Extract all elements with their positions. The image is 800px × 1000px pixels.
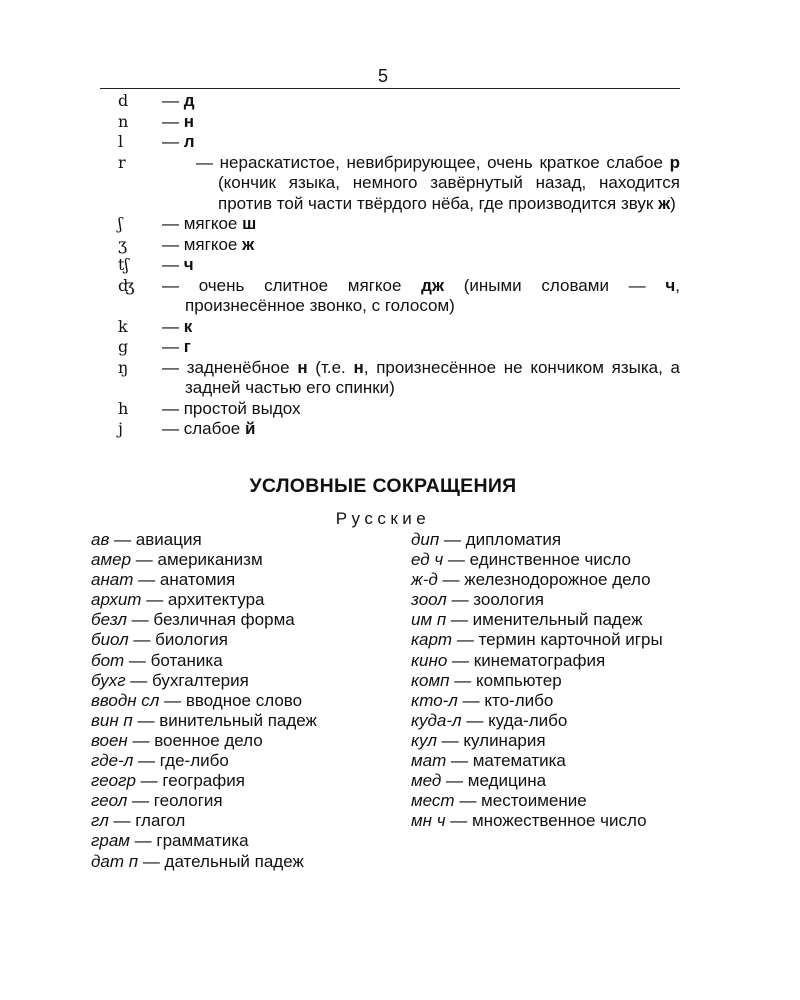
abbreviation-entry xyxy=(91,711,381,731)
abbreviation-entry xyxy=(411,570,686,590)
abbreviation: кино xyxy=(411,650,448,670)
abbreviation-entry xyxy=(411,771,686,791)
abbreviation-entry xyxy=(91,731,381,751)
abbreviation: архит xyxy=(91,590,142,610)
abbreviation-entry xyxy=(91,771,381,791)
abbreviation-meaning: кулинария xyxy=(463,730,546,750)
abbreviation-entry xyxy=(91,691,381,711)
abbreviation-meaning: местоимение xyxy=(481,791,587,811)
abbreviation-entry xyxy=(91,530,381,550)
dash-separator: — xyxy=(447,650,474,670)
phonetic-symbol: h xyxy=(118,398,129,418)
phonetic-description xyxy=(162,399,680,420)
abbreviation: им п xyxy=(411,610,447,630)
abbreviation-entry xyxy=(91,570,381,590)
abbreviation-entry xyxy=(411,711,686,731)
abbreviation-meaning: американизм xyxy=(157,550,263,570)
dash-separator: — xyxy=(127,730,155,750)
abbreviation-meaning: ботаника xyxy=(150,650,223,670)
description-text: , произнесённое не кончиком языка, а задней частью его спинки) xyxy=(185,357,681,397)
abbreviation: безл xyxy=(91,610,127,630)
dash-separator: — xyxy=(446,751,473,771)
description-text: , произнесённое звонко, с голосом) xyxy=(185,275,680,315)
abbreviation: мед xyxy=(411,771,442,791)
abbreviation-entry xyxy=(411,590,686,610)
dash-separator: — xyxy=(125,670,153,690)
phonetic-row xyxy=(118,91,680,112)
phonetic-description xyxy=(162,235,680,256)
russian-letter: г xyxy=(183,337,191,356)
phonetic-row xyxy=(118,317,680,338)
dash-separator: — xyxy=(127,791,154,811)
abbreviation-meaning: термин карточной игры xyxy=(478,630,663,650)
phonetic-description xyxy=(162,276,680,317)
phonetic-symbol: n xyxy=(118,111,129,131)
abbreviation-meaning: единственное число xyxy=(469,550,631,570)
phonetic-row xyxy=(118,419,680,440)
dash-separator: — xyxy=(108,811,136,831)
abbreviation-entry xyxy=(91,550,381,570)
abbreviation-meaning: куда-либо xyxy=(488,710,568,730)
abbreviation-meaning: математика xyxy=(472,751,566,771)
abbreviation: ав xyxy=(91,530,110,549)
abbreviation-entry xyxy=(411,811,686,831)
description-text: — xyxy=(162,91,184,110)
phonetic-symbol: tʃ xyxy=(118,255,129,274)
dash-separator: — xyxy=(443,550,470,570)
russian-letter: ч xyxy=(183,255,194,274)
dash-separator: — xyxy=(133,570,160,590)
phonetic-symbol: ʒ xyxy=(118,234,128,254)
dash-separator: — xyxy=(129,831,157,851)
dash-separator: — xyxy=(452,630,479,650)
description-text: — мягкое xyxy=(162,234,243,254)
phonetic-row xyxy=(118,399,680,420)
abbreviation: ед ч xyxy=(411,550,444,570)
abbreviation: кул xyxy=(411,730,437,750)
abbreviation-entry xyxy=(91,831,381,851)
abbreviation: грам xyxy=(91,831,130,851)
abbreviation-entry xyxy=(411,530,686,550)
description-text: — xyxy=(162,132,184,151)
abbreviation-meaning: авиация xyxy=(135,530,202,549)
russian-letter: р xyxy=(669,152,680,172)
phonetic-row xyxy=(118,235,680,256)
section-title: УСЛОВНЫЕ СОКРАЩЕНИЯ xyxy=(249,475,517,497)
abbreviation: мат xyxy=(411,751,447,771)
abbreviation-entry xyxy=(411,550,686,570)
dash-separator: — xyxy=(128,630,156,650)
phonetic-symbol: d xyxy=(118,91,129,110)
russian-letter: ш xyxy=(242,214,257,233)
abbreviation-meaning: география xyxy=(162,771,245,791)
dash-separator: — xyxy=(437,570,465,590)
description-text: — мягкое xyxy=(162,214,243,233)
russian-letter: н xyxy=(353,357,364,377)
dash-separator: — xyxy=(138,851,165,871)
abbreviation-meaning: именительный падеж xyxy=(472,610,643,630)
phonetic-row xyxy=(118,112,680,133)
abbreviation-entry xyxy=(91,610,381,630)
abbreviation-meaning: биология xyxy=(155,630,228,650)
phonetic-description xyxy=(162,358,680,399)
russian-letter: л xyxy=(183,132,195,151)
russian-letter: дж xyxy=(421,275,444,295)
abbreviation: гл xyxy=(91,811,109,831)
abbreviation: амер xyxy=(91,550,132,570)
phonetic-description xyxy=(162,91,680,112)
dash-separator: — xyxy=(441,771,468,791)
abbreviation: биол xyxy=(91,630,129,650)
phonetic-key-list xyxy=(118,91,680,440)
abbreviation-entry xyxy=(91,590,381,610)
dash-separator: — xyxy=(131,550,158,570)
description-text: ) xyxy=(670,193,676,213)
abbreviation-entry xyxy=(411,731,686,751)
description-text: — xyxy=(162,316,184,336)
description-text: (кончик языка, немного завёрнутый назад, находится против той части твёрдого нёба, где производится звук xyxy=(218,173,680,213)
abbreviation-entry xyxy=(411,691,686,711)
dash-separator: — xyxy=(461,710,489,730)
phonetic-symbol: ʤ xyxy=(118,275,135,295)
abbreviation-entry xyxy=(411,610,686,630)
russian-letter: ж xyxy=(658,193,671,213)
abbreviation: геогр xyxy=(91,771,136,791)
abbreviation-entry xyxy=(411,791,686,811)
abbreviation: карт xyxy=(411,630,453,650)
phonetic-description xyxy=(146,153,680,215)
abbreviation-meaning: где-либо xyxy=(159,751,229,771)
dash-separator: — xyxy=(454,791,482,811)
header-rule xyxy=(100,88,680,89)
phonetic-symbol: l xyxy=(118,132,124,151)
abbreviation-entry xyxy=(411,751,686,771)
abbreviation: воен xyxy=(91,730,128,750)
description-text: — xyxy=(162,337,184,356)
abbreviation-entry xyxy=(91,751,381,771)
phonetic-symbol: ʃ xyxy=(118,214,123,233)
abbreviation: вводн сл xyxy=(91,690,160,710)
phonetic-description xyxy=(162,419,680,440)
phonetic-row xyxy=(118,337,680,358)
abbreviation-meaning: множественное число xyxy=(471,811,647,831)
description-text: (т.е. xyxy=(307,357,354,377)
phonetic-symbol: r xyxy=(118,152,126,172)
russian-letter: ж xyxy=(242,234,255,254)
page-number: 5 xyxy=(377,66,388,86)
abbreviation-meaning: геология xyxy=(153,791,223,811)
abbreviation-entry xyxy=(411,651,686,671)
phonetic-description xyxy=(162,337,680,358)
description-text: — xyxy=(162,111,184,131)
abbreviation-meaning: винительный падеж xyxy=(159,710,317,730)
abbreviation: ж-д xyxy=(411,570,438,590)
description-text: — простой выдох xyxy=(162,398,301,418)
abbreviation-meaning: компьютер xyxy=(475,670,562,690)
abbreviation-entry xyxy=(411,630,686,650)
abbreviation-meaning: кинематография xyxy=(473,650,606,670)
description-text: — очень слитное мягкое xyxy=(162,275,422,295)
abbreviation: бот xyxy=(91,650,125,670)
russian-letter: н xyxy=(183,111,195,131)
phonetic-symbol: ŋ xyxy=(118,357,129,377)
abbreviation: где-л xyxy=(91,751,134,771)
abbreviations-left-column xyxy=(91,530,381,872)
abbreviation: куда-л xyxy=(411,710,462,730)
dash-separator: — xyxy=(445,811,472,831)
dash-separator: — xyxy=(135,771,163,791)
dash-separator: — xyxy=(133,751,160,771)
abbreviation-entry xyxy=(91,852,381,872)
abbreviation-meaning: глагол xyxy=(135,811,186,831)
abbreviation-meaning: военное дело xyxy=(154,730,263,750)
abbreviation-entry xyxy=(411,671,686,691)
russian-letter: й xyxy=(244,419,256,438)
russian-letter: н xyxy=(297,357,308,377)
abbreviation-meaning: медицина xyxy=(467,771,547,791)
phonetic-description xyxy=(162,317,680,338)
abbreviation-meaning: безличная форма xyxy=(153,610,295,630)
abbreviation-meaning: бухгалтерия xyxy=(152,670,249,690)
dash-separator: — xyxy=(126,610,154,630)
abbreviation: анат xyxy=(91,570,134,590)
dash-separator: — xyxy=(446,590,474,610)
abbreviation: мест xyxy=(411,791,455,811)
abbreviation-entry xyxy=(91,630,381,650)
phonetic-row xyxy=(118,358,680,399)
dash-separator: — xyxy=(439,530,466,549)
abbreviation-meaning: кто-либо xyxy=(484,690,554,710)
abbreviation: кто-л xyxy=(411,690,458,710)
abbreviations-right-column xyxy=(411,530,686,831)
abbreviation: бухг xyxy=(91,670,126,690)
dash-separator: — xyxy=(141,590,168,610)
phonetic-row xyxy=(118,214,680,235)
abbreviation: дат п xyxy=(91,851,139,871)
phonetic-description xyxy=(162,255,680,276)
russian-letter: к xyxy=(183,316,193,336)
abbreviation-entry xyxy=(91,811,381,831)
abbreviation-entry xyxy=(91,671,381,691)
dash-separator: — xyxy=(436,730,464,750)
dash-separator: — xyxy=(449,670,476,690)
dash-separator: — xyxy=(132,710,160,730)
abbreviation-meaning: дипломатия xyxy=(465,530,562,549)
phonetic-row xyxy=(118,132,680,153)
description-text: — слабое xyxy=(162,419,245,438)
phonetic-symbol: j xyxy=(118,419,123,438)
abbreviation: зоол xyxy=(411,590,447,610)
abbreviation: вин п xyxy=(91,710,133,730)
description-text: — xyxy=(162,255,184,274)
abbreviation: мн ч xyxy=(411,811,446,831)
abbreviation: комп xyxy=(411,670,450,690)
phonetic-symbol: g xyxy=(118,337,129,356)
abbreviation-meaning: зоология xyxy=(473,590,544,610)
dash-separator: — xyxy=(457,690,485,710)
abbreviation: дип xyxy=(411,530,440,549)
dash-separator: — xyxy=(109,530,136,549)
abbreviation: геол xyxy=(91,791,128,811)
phonetic-description xyxy=(162,112,680,133)
russian-letter: ч xyxy=(665,275,676,295)
abbreviation-entry xyxy=(91,651,381,671)
phonetic-row xyxy=(118,153,680,215)
abbreviation-meaning: железнодорожное дело xyxy=(464,570,651,590)
phonetic-description xyxy=(162,214,680,235)
description-text: (иными словами — xyxy=(444,275,666,295)
abbreviation-entry xyxy=(91,791,381,811)
abbreviation-meaning: дательный падеж xyxy=(164,851,304,871)
subsection-title: Русские xyxy=(335,509,431,528)
abbreviation-meaning: анатомия xyxy=(159,570,236,590)
description-text: — задненёбное xyxy=(162,357,298,377)
abbreviation-meaning: грамматика xyxy=(156,831,249,851)
dash-separator: — xyxy=(446,610,473,630)
phonetic-row xyxy=(118,276,680,317)
phonetic-description xyxy=(162,132,680,153)
dash-separator: — xyxy=(124,650,151,670)
abbreviation-meaning: вводное слово xyxy=(185,690,303,710)
phonetic-symbol: k xyxy=(118,316,128,336)
russian-letter: д xyxy=(183,91,195,110)
dash-separator: — xyxy=(159,690,186,710)
abbreviation-meaning: архитектура xyxy=(167,590,265,610)
description-text: — нераскатистое, невибрирующее, очень краткое слабое xyxy=(196,152,670,172)
phonetic-row xyxy=(118,255,680,276)
